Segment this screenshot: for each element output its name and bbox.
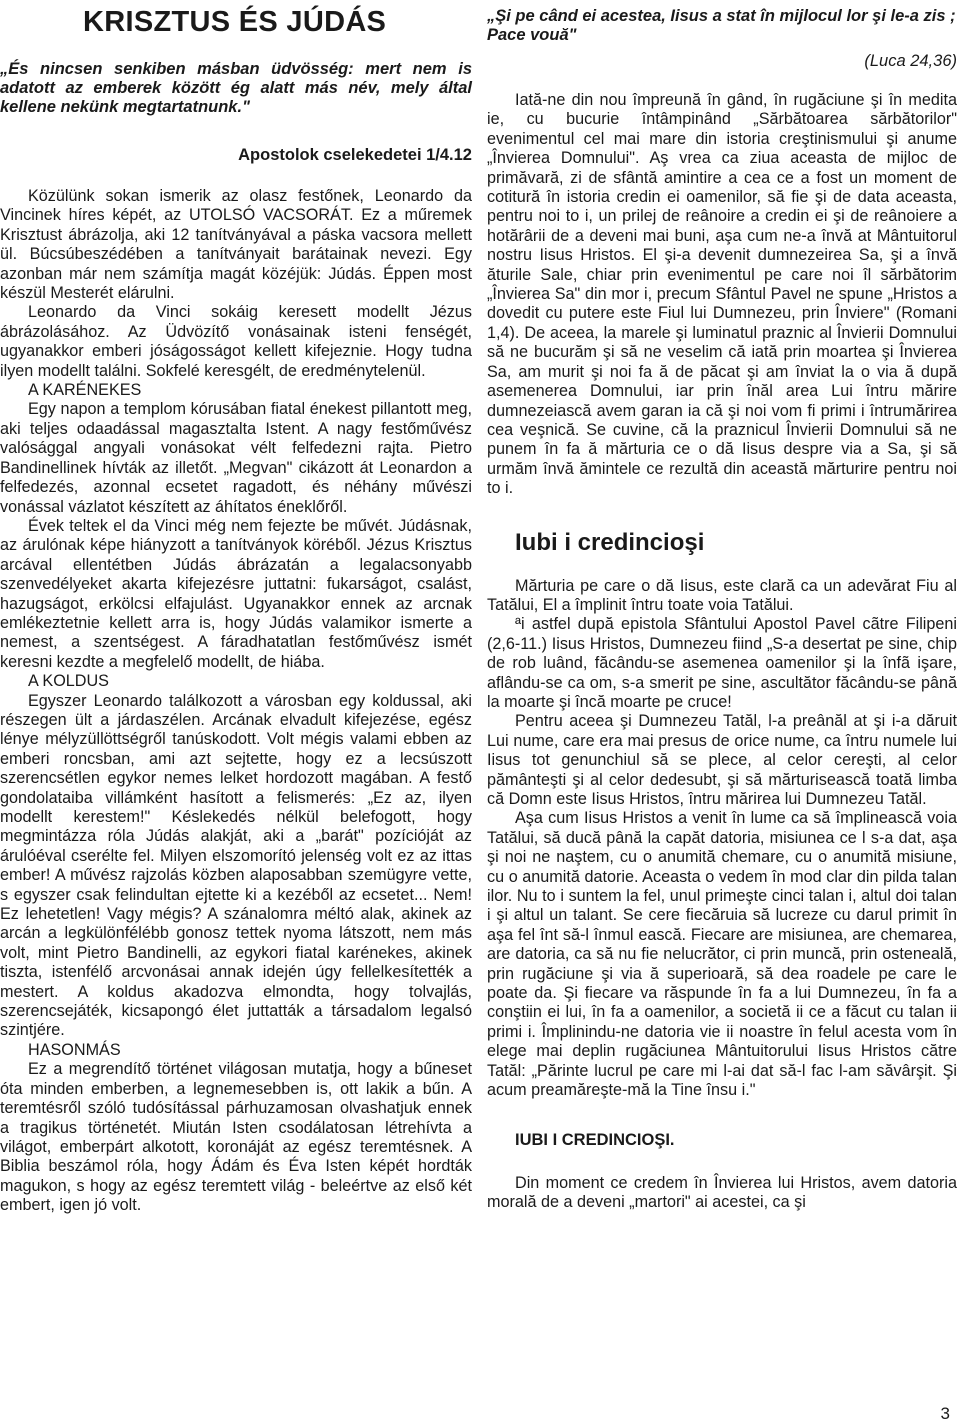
motto-quote: „Şi pe când ei acestea, Iisus a stat în mijlocul lor şi le-a zis ; Pace vouă" [487,7,956,44]
column-hungarian [0,0,472,1216]
paragraph: Egy napon a templom kórusában fiatal énekest pillantott meg, aki teljes odaadással magasztalta Istent. A nagy festőművész valósággal angyali vonásokat vélt felfedezni rajta. Pietro Bandinellinek hívták az illetőt. „Megvan" cikázott át Leonardon a felfedezés, azonnal ecsetet ragadott, és néhány művészi vonással vázlatot készített az áhítatos éneklőről. [0,400,472,516]
paragraph: Aşa cum Iisus Hristos a venit în lume ca să împlinească voia Tatălui, să ducă până la capăt datoria, misiunea ce l s-a dat, aşa şi noi ne naştem, cu o anumită chemare, cu o anumită misiune, cu o anumită datorie. Aceasta o vedem în mod clar din pilda talan ilor. Nu to i suntem la fel, unul primeşte cinci talan i, altul doi talan i şi altul un talant. Se cere fiecăruia să lucreze cu darul primit în aşa fel înt să-l înmul ească. Fiecare are misiunea, are chemarea, are datoria, ca să nu fie nelucrător, ci prin muncă, prin osteneală, prin rugăciune şi via ă superioară, să dea roadele pe care le poate da. Şi fiecare va răspunde în fa a lui Dumnezeu, în fa a conştiin ei lui, în fa a oamenilor, a societă ii ce a făcut cu talan ii primi i. Împlinindu-ne datoria vie ii noastre în felul acesta vom în elege mai deplin rugăciunea Mântuitorului Iisus Hristos către Tatăl: „Părinte lucrul pe care mi l-ai dat să-l fac l-am săvârşit. Şi acum preamăreşte-mă la Tine însu i." [487,809,957,1100]
motto-quote: „És nincsen senkiben másban üdvösség: mert nem is adatott az emberek között ég alatt más név, mely által kellene nekünk megtartatnunk." [0,60,472,116]
paragraph: Közülünk sokan ismerik az olasz festőnek, Leonardo da Vincinek híres képét, az UTOLSÓ VACSORÁT. Ez a műremek Krisztust ábrázolja, aki 12 tanítványával a páska vacsora mellett ül. Búcsúbeszédében a tanítványait barátainak nevezi. Egy azonban már nem számítja magát közéjük: Júdás. Éppen most készül Mesterét elárulni. [0,187,472,303]
section-heading: A KARÉNEKES [28,381,142,400]
paragraph: Leonardo da Vinci sokáig keresett modellt Jézus ábrázolásához. Az Üdvözítő vonásainak isteni fenségét, ugyanakkor emberi jóságosságot kellett kifejeznie. Hogy tudna ilyen modellt találni. Sokfelé keresgélt, de eredménytelenül. [0,303,472,380]
paragraph: Iată-ne din nou împreună în gând, în rugăciune şi în medita ie, cu bucurie întâmpinând „Sărbătoarea sărbătorilor" evenimentul cel mai mare din istoria creştinismului şi anume „Învierea Domnului". Aş vrea ca ziua aceasta de mijloc de primăvară, zi de sfântă amintire a cea ce a fost un moment de cotitură în istoria credin ei oamenilor, să fie şi de data aceasta, pentru noi to i, un prilej de reânoire a credin ei şi de reânoiere a hotărârii de a deveni mai buni, aşa cum ne-a învă at Mântuitorul nostru Iisus Hristos. El şi-a devenit dumnezeirea Sa, şi a învă ăturile Sale, chiar prin evenimentul pe care noi îl sărbătorim „Învierea Sa" din mor i, precum Sfântul Pavel ne spune „Hristos a dovedit cu putere este Fiul lui Dumnezeu, prin Înviere" (Romani 1,4). De aceea, la marele şi luminatul praznic al Învierii Domnului să ne bucurăm şi să ne veselim că iată prin moartea şi Învierea Sa, am murit şi noi fa ă de păcat şi am înviat la o via ă după asemenerea Domnului, iar prin înăl area Lui întru mărire dumnezeiască avem garan ia că şi noi vom fi primi i întrumărirea cea veşnică. Se cuvine, că la praznicul Învierii Domnului să ne punem în fa ă mărturia ce o dă Iisus despre via a Sa, şi să urmăm învă ămintele ce rezultă din această mărturire pentru noi to i. [487,91,957,498]
page-number: 3 [940,1404,950,1423]
paragraph: Din moment ce credem în Învierea lui Hristos, avem datoria morală de a deveni „martori" ai acestei, ca şi [487,1173,957,1211]
article-title: KRISZTUS ÉS JÚDÁS [83,6,387,38]
motto-source: (Luca 24,36) [864,52,957,70]
section-heading: HASONMÁS [28,1040,121,1059]
paragraph: Pentru aceea şi Dumnezeu Tatăl, l-a preânăl at şi i-a dăruit Lui nume, care era mai presus de orice nume, ca întru numele lui Iisus tot genunchiul să se plece, al celor cereşti, al celor pământeşti şi al celor dedesubt, şi să mărturisească toată limba că Domn este Iisus Hristos, întru mărirea lui Dumnezeu Tatăl. [487,712,957,808]
paragraph: Évek teltek el da Vinci még nem fejezte be művét. Júdásnak, az árulónak képe hiányzott a tanítványok köréből. Jézus Krisztus arcával ellentétben Júdás ábrázatán a legalacsonyabb szenvedélyeket akarta kifejezésre juttatni: fukarságot, csalást, hazugságot, erkölcsi elfajulást. Ugyanakkor ennek az arcnak emlékeztetnie kellett arra is, hogy Júdás valamikor ismerte a nemest, a szentségest. A fáradhatatlan festőművész ismét keresni kezdte a megfelelő modellt, de hiába. [0,516,472,671]
section-heading: Iubi i credincioşi [515,528,705,556]
column-romanian [487,0,957,1212]
paragraph: ªi astfel după epistola Sfântului Apostol Pavel cãtre Filipeni (2,6-11.) Iisus Hristos, Dumnezeu fiind „S-a desertat pe sine, chip de rob luând, făcându-se asemenea oamenilor şi la înfã işare, aflându-se ca om, s-a smerit pe sine, ascultător făcându-se până la moarte şi încă moarte pe cruce! [487,615,957,711]
section-heading: A KOLDUS [28,672,109,691]
paragraph: Ez a megrendítő történet világosan mutatja, hogy a bűneset óta minden emberben, a legnemesebben is, ott lakik a bűn. A teremtésről szóló tudósítással párhuzamosan olvashatjuk ennek a tragikus történetét. Miután Isten csodálatosan létrehívta a világot, emberpárt alkotott, koronáját az egész teremtésnek. A Biblia beszámol róla, hogy Ádám és Éva Isten képét hordták magukon, s hogy az egész teremtett világ - beleértve az első két embert, igen jó volt. [0,1060,472,1215]
paragraph: Mărturia pe care o dă Iisus, este clară ca un adevărat Fiu al Tatălui, El a împlinit întru toate voia Tatălui. [487,576,957,614]
paragraph: Egyszer Leonardo találkozott a városban egy koldussal, aki részegen ült a járdaszélen. Arcának elvadult kifejezése, egész lénye mélyzüllöttségről tanúskodott. Volt mégis valami ebben az emberi roncsban, ami azt sejtette, hogy ez a lecsúszott szerencsétlen egykor nemes lelket hordozott magában. A festő gondolataiba villámként hasított a felismerés: „Ez az, ilyen modellt kerestem!" Késlekedés nélkül belefogott, hogy megmintázza róla Júdás alakját, aki a „barát" pozícióját az árulóéval cserélte fel. Milyen elszomorító jelenség volt ez az ittas ember! A művész rajzolás közben alaposabban szemügyre vette, s egyszer csak felindultan ejtette ki a kezéből az ecsetet... Nem! Ez lehetetlen! Vagy mégis? A szánalomra méltó alak, akinek az arcán a legkülönfélébb gonosz tettek nyoma látszott, nem más volt, mint Pietro Bandinelli, az egykori fiatal karénekes, akinek tiszta, istenfélő arcvonásai annak idején úgy fellelkesítették a mestert. A koldus akadozva elmondta, hogy tolvajlás, szerencsejáték, kicsapongó élet juttatták a társadalom legalsó szintjére. [0,691,472,1040]
section-heading: IUBI I CREDINCIOŞI. [515,1130,675,1149]
motto-source: Apostolok cselekedetei 1/4.12 [238,146,472,164]
